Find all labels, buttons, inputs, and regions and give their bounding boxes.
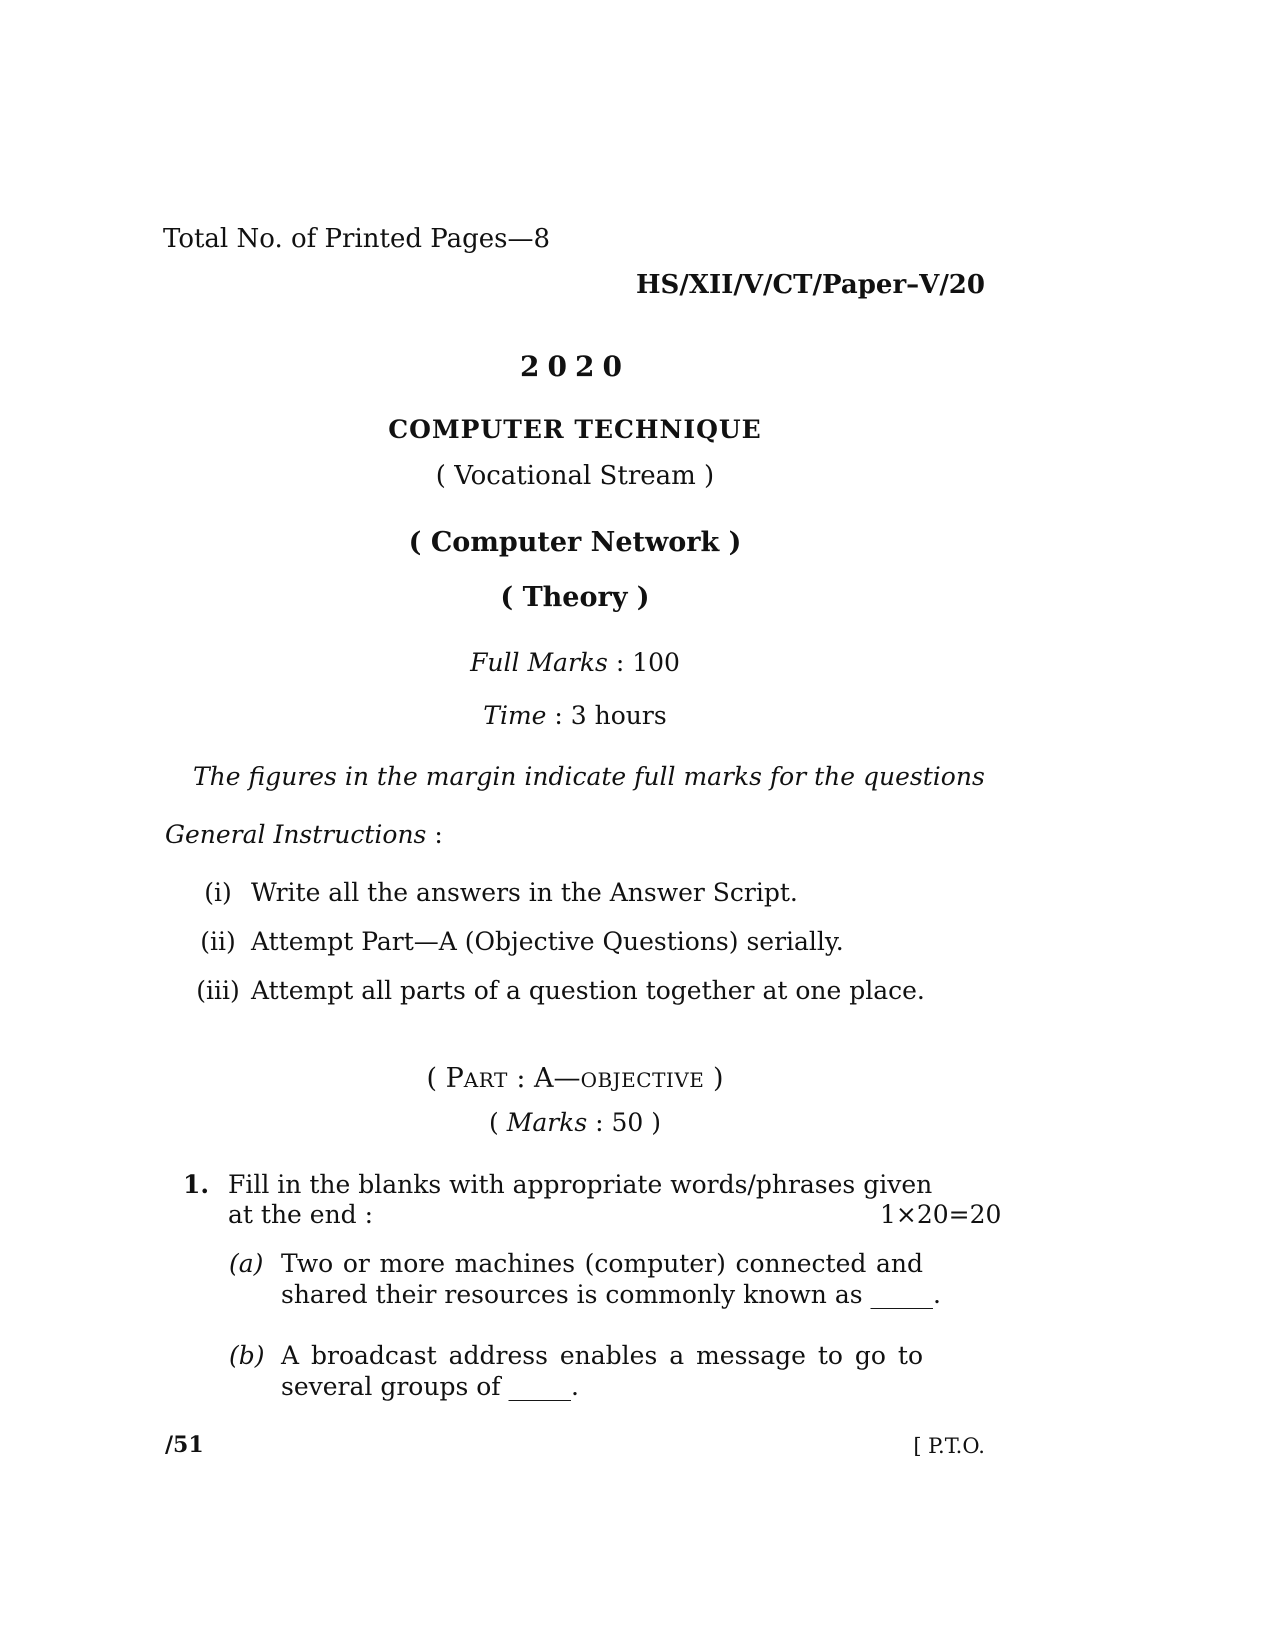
question-text-line1: Fill in the blanks with appropriate words/phrases given (228, 1170, 933, 1199)
subquestion-text-line1: Two or more machines (computer) connected and (281, 1249, 923, 1278)
general-instructions-colon: : (434, 820, 443, 849)
time-value: : 3 hours (554, 701, 667, 730)
part-word-rest: ART (463, 1068, 508, 1092)
subquestion-label: (a) (229, 1249, 264, 1278)
subquestion-label: (b) (229, 1341, 265, 1370)
part-word-initial: P (445, 1063, 464, 1094)
subquestion-text-line2: several groups of _____. (281, 1372, 579, 1401)
instruction-number: (iii) (196, 976, 240, 1005)
part-separator: : A— (507, 1063, 581, 1094)
full-marks (0, 648, 1150, 677)
paper-type: ( Theory ) (500, 582, 650, 613)
printed-pages-count: Total No. of Printed Pages—8 (163, 224, 550, 254)
subquestion-text-line1: A broadcast address enables a message to go to (281, 1341, 923, 1370)
topic-subtitle: ( Computer Network ) (408, 527, 742, 558)
subquestion-b (229, 1340, 929, 1410)
paper-code: HS/XII/V/CT/Paper–V/20 (635, 270, 985, 300)
instruction-text: Attempt Part—A (Objective Questions) serially. (251, 927, 844, 956)
question-marks: 1×20=20 (880, 1200, 1002, 1229)
instruction-number: (i) (204, 878, 232, 907)
instruction-item (185, 927, 844, 956)
part-marks-value: : 50 ) (587, 1108, 661, 1137)
subquestion-text-line2: shared their resources is commonly known as _____. (281, 1280, 941, 1309)
part-objective-word: OBJECTIVE (580, 1068, 705, 1092)
margin-note: The figures in the margin indicate full marks for the questions (193, 762, 985, 791)
stream-subtitle: ( Vocational Stream ) (435, 461, 715, 491)
footer-pto: [ P.T.O. (913, 1434, 985, 1458)
subquestion-a (229, 1248, 941, 1318)
instruction-text: Write all the answers in the Answer Script. (251, 878, 798, 907)
full-marks-value: : 100 (615, 648, 680, 677)
time-label: Time (483, 701, 547, 730)
instruction-text: Attempt all parts of a question together at one place. (251, 976, 925, 1005)
instruction-item (185, 976, 925, 1005)
question-number: 1. (183, 1170, 210, 1199)
part-marks-open: ( (489, 1108, 507, 1137)
question-text-line2: at the end : (228, 1200, 374, 1229)
general-instructions-heading (165, 820, 443, 849)
subject-title: COMPUTER TECHNIQUE (388, 415, 762, 444)
part-heading (0, 1063, 1150, 1094)
instruction-number: (ii) (200, 927, 236, 956)
footer-page-code: /51 (165, 1432, 204, 1458)
full-marks-label: Full Marks (470, 648, 608, 677)
exam-year: 2020 (520, 350, 630, 383)
general-instructions-label: General Instructions (165, 820, 427, 849)
part-close-paren: ) (704, 1063, 724, 1094)
instruction-item (185, 878, 798, 907)
exam-time (0, 701, 1150, 730)
part-marks-label: Marks (506, 1108, 588, 1137)
part-marks (0, 1108, 1150, 1137)
part-open-paren: ( (426, 1063, 446, 1094)
